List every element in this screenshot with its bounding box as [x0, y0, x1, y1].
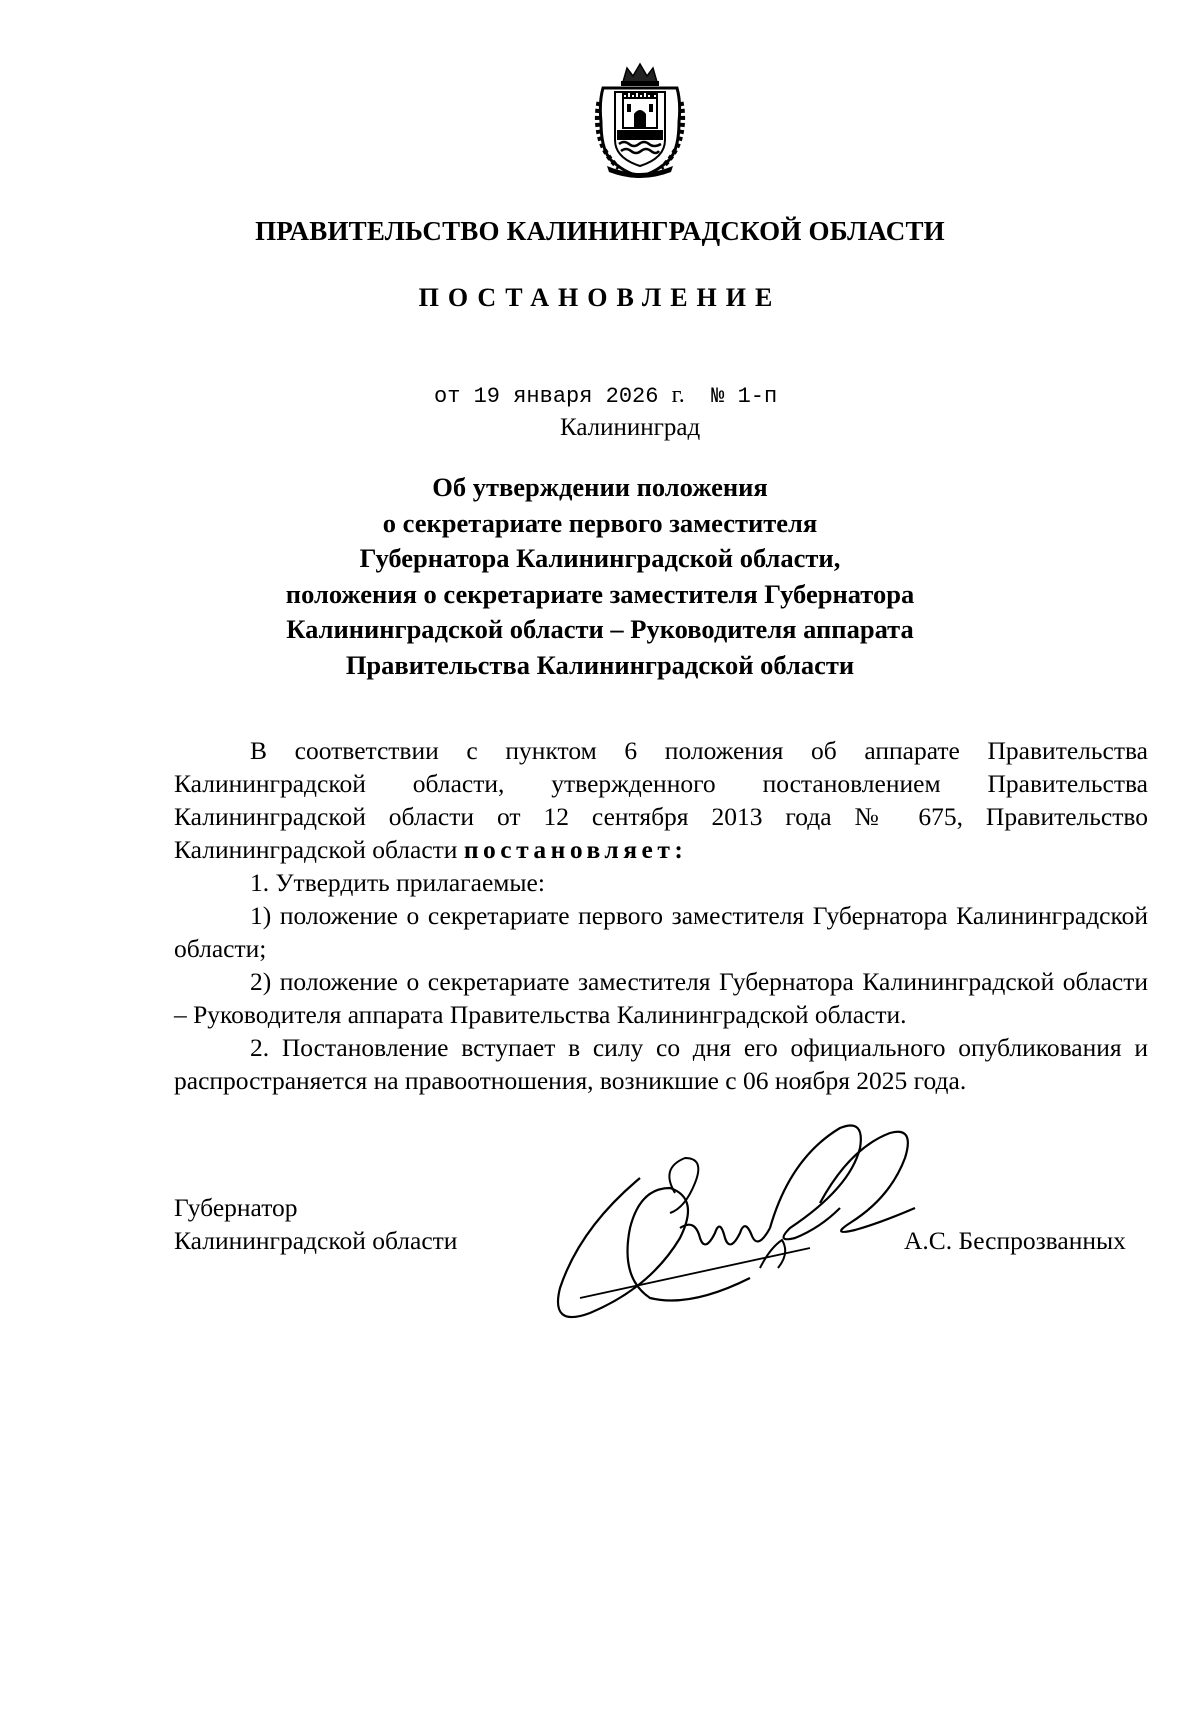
- document-subject: [0, 470, 1200, 683]
- date-suffix: г.: [671, 382, 685, 408]
- signatory-position: [174, 1191, 457, 1257]
- subject-line: о секретариате первого заместителя: [382, 507, 818, 538]
- preamble-paragraph: [174, 734, 1148, 866]
- item-2: 2. Постановление вступает в силу со дня его официального опубликования и распространяется на правоотношения, возникшие с 06 ноября 2025 года.: [174, 1033, 1148, 1095]
- coat-of-arms-emblem: [593, 62, 687, 179]
- item-1-1: 1) положение о секретариате первого заместителя Губернатора Калининградской области;: [174, 901, 1148, 963]
- document-city: Калининград: [560, 414, 701, 441]
- organization-title: ПРАВИТЕЛЬСТВО КАЛИНИНГРАДСКОЙ ОБЛАСТИ: [255, 216, 945, 246]
- handwritten-signature: [520, 1118, 920, 1338]
- decree-colon: :: [674, 835, 683, 864]
- position-line: Губернатор: [174, 1193, 298, 1222]
- signatory-name: А.С. Беспрозванных: [904, 1226, 1126, 1255]
- document-type-heading: ПОСТАНОВЛЕНИЕ: [418, 283, 782, 312]
- document-body: [174, 734, 1148, 1097]
- position-line: Калининградской области: [174, 1226, 458, 1255]
- subject-line: Калининградской области – Руководителя аппарата: [286, 614, 914, 644]
- date-prefix: от: [434, 384, 461, 409]
- decree-word: постановляет: [463, 835, 675, 864]
- subject-line: Об утверждении положения: [432, 472, 768, 502]
- date-number-line: [434, 382, 777, 409]
- document-date: 19 января 2026: [473, 384, 659, 409]
- subject-line: Губернатора Калининградской области,: [359, 543, 841, 573]
- item-1: 1. Утвердить прилагаемые:: [250, 868, 545, 897]
- subject-line: Правительства Калининградской области: [345, 649, 855, 680]
- subject-line: положения о секретариате заместителя Губернатора: [285, 578, 915, 609]
- document-number: № 1-п: [711, 384, 778, 409]
- item-1-2: 2) положение о секретариате заместителя Губернатора Калининградской области – Руководителя аппарата Правительства Калининградской области.: [174, 967, 1148, 1029]
- preamble-text: В соответствии с пунктом 6 положения об аппарате Правительства Калининградской области, утвержденного постановлением Правительства Калининградской области от 12 сентября 2013 года № 675, Правительство Калининградской области: [174, 736, 1148, 864]
